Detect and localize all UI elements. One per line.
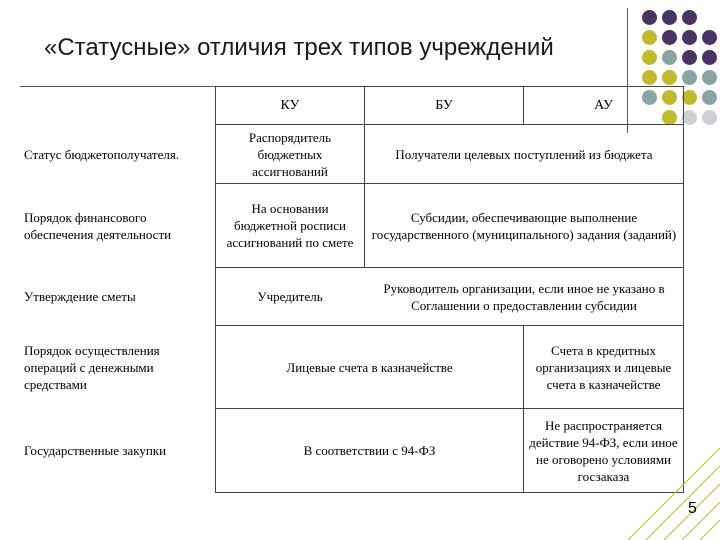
header-ku: КУ [280, 98, 300, 113]
cell-financing-ku: На основании бюджетной росписи ассигнований по смете [226, 201, 354, 250]
cell-estimate-bu-au: Руководитель организации, если иное не указано в Соглашении о предоставлении субсидии [383, 280, 665, 313]
header-au: АУ [594, 98, 613, 113]
cell-status-ku: Распорядитель бюджетных ассигнований [248, 129, 332, 179]
cell-financing-bu-au: Субсидии, обеспечивающие выполнение государственного (муниципального) задания (заданий) [371, 209, 677, 242]
cell-status-bu-au: Получатели целевых поступлений из бюджета [395, 146, 653, 162]
page-number: 5 [688, 500, 697, 517]
row-label-cash-operations: Порядок осуществления операций с денежными средствами [24, 342, 160, 392]
cell-procurement-au: Не распространяется действие 94-ФЗ, если иное не оговорено условиями госзаказа [529, 417, 678, 484]
header-bu: БУ [435, 98, 453, 113]
cell-estimate-ku: Учредитель [257, 289, 323, 304]
cell-cash-operations-ku-bu: Лицевые счета в казначействе [286, 359, 453, 375]
cell-cash-operations-au: Счета в кредитных организациях и лицевые счета в казначействе [535, 342, 672, 392]
row-label-status: Статус бюджетополучателя. [24, 146, 180, 162]
row-label-financing: Порядок финансового обеспечения деятельности [24, 209, 172, 242]
slide-title: «Статусные» отличия трех типов учреждений [44, 34, 554, 61]
row-label-estimate: Утверждение сметы [24, 289, 136, 304]
cell-procurement-ku-bu: В соответствии с 94-ФЗ [303, 443, 436, 458]
row-label-procurement: Государственные закупки [24, 443, 167, 458]
